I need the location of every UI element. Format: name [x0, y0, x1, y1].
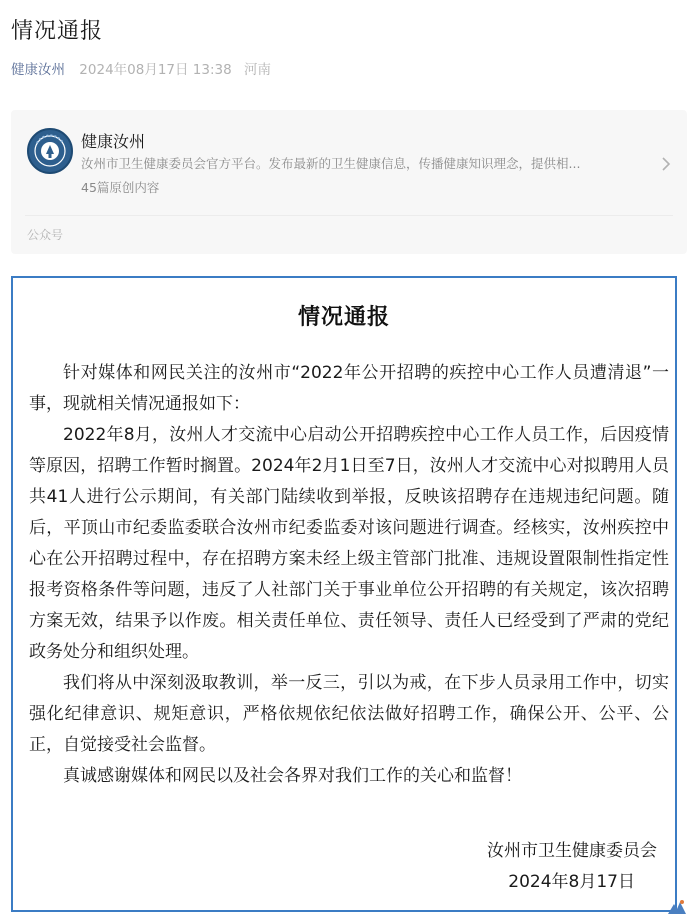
publish-date: 2024年08月17日 13:38	[79, 62, 232, 78]
notice-paragraph: 2022年8月，汝州人才交流中心启动公开招聘疾控中心工作人员工作，后因疫情等原因，招聘工作暂时搁置。2024年2月1日至7日，汝州人才交流中心对拟聘用人员共41人进行公示期间，有关部门陆续收到举报，反映该招聘存在违规违纪问题。随后，平顶山市纪委监委联合汝州市纪委监委对该问题进行调查。经核实，汝州疾控中心在公开招聘过程中，存在招聘方案未经上级主管部门批准、违规设置限制性指定性报考资格条件等问题，违反了人社部门关于事业单位公开招聘的有关规定，该次招聘方案无效，结果予以作废。相关责任单位、责任领导、责任人已经受到了严肃的党纪政务处分和组织处理。	[29, 425, 669, 662]
notice-image	[11, 276, 677, 912]
article-title: 情况通报	[11, 19, 104, 44]
account-profile-card[interactable]	[11, 110, 687, 254]
article-meta	[11, 58, 271, 78]
notice-paragraph: 针对媒体和网民关注的汝州市“2022年公开招聘的疾控中心工作人员遭清退”一事，现就相关情况通报如下：	[29, 363, 669, 414]
original-content-count: 45篇原创内容	[81, 180, 160, 195]
signature-date: 2024年8月17日	[508, 872, 635, 892]
publish-location: 河南	[244, 62, 272, 78]
notice-paragraph: 真诚感谢媒体和网民以及社会各界对我们工作的关心和监督！	[63, 766, 522, 786]
author-link[interactable]: 健康汝州	[11, 62, 65, 78]
chevron-right-icon[interactable]	[659, 154, 673, 174]
notice-body	[29, 358, 669, 792]
account-type-label: 公众号	[27, 228, 64, 242]
corner-logo-icon	[666, 898, 688, 916]
signature-org: 汝州市卫生健康委员会	[487, 841, 657, 861]
account-avatar-icon	[27, 128, 73, 174]
account-description: 汝州市卫生健康委员会官方平台。发布最新的卫生健康信息，传播健康知识理念，提供相...	[81, 156, 581, 171]
notice-signature	[487, 836, 657, 898]
card-divider	[25, 215, 673, 216]
account-name: 健康汝州	[81, 132, 146, 151]
account-profile-main[interactable]	[11, 110, 687, 215]
notice-title: 情况通报	[297, 305, 390, 330]
notice-paragraph: 我们将从中深刻汲取教训，举一反三，引以为戒，在下步人员录用工作中，切实强化纪律意识、规矩意识，严格依规依纪依法做好招聘工作，确保公开、公平、公正，自觉接受社会监督。	[29, 673, 669, 755]
